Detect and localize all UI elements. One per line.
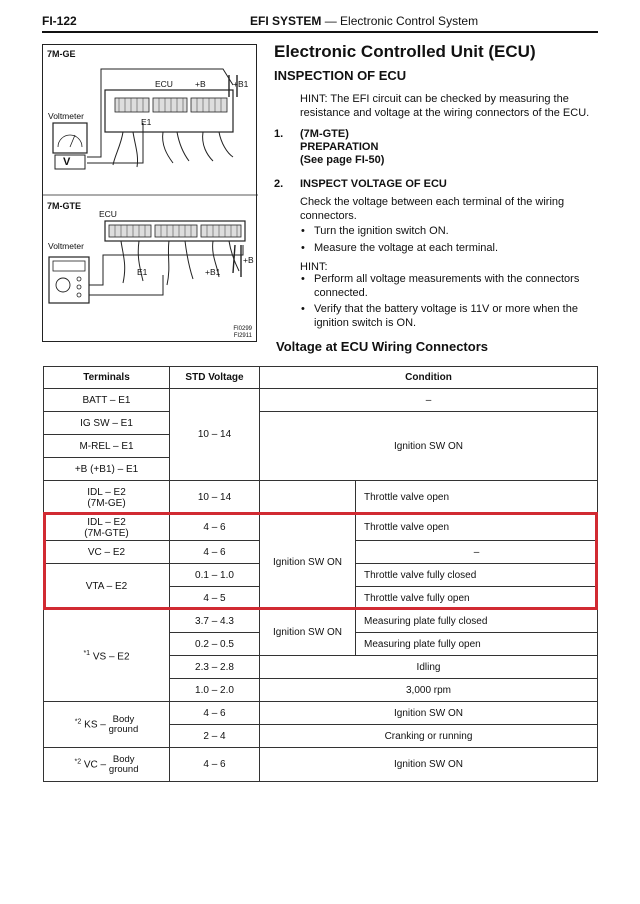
terminal-idl-7mge: IDL – E2 (7M-GE) [44, 481, 170, 515]
header-rule [42, 31, 598, 33]
step-1-number: 1. [274, 128, 284, 140]
condition-dash: – [260, 389, 598, 412]
condition-plate-open: Measuring plate fully open [356, 633, 598, 656]
terminal-vs: $^{*1}$ VS – E2 [44, 610, 170, 702]
terminal-ks: $^{*2}$ KS – Body ground [44, 702, 170, 748]
terminal-igsw: IG SW – E1 [44, 412, 170, 435]
terminal-vc: VC – E2 [44, 541, 170, 564]
terminal-mrel: M-REL – E1 [44, 435, 170, 458]
step-2-title: INSPECT VOLTAGE OF ECU [300, 178, 447, 190]
condition-empty [260, 481, 356, 515]
figure-b-label-bottom: +B [243, 255, 254, 265]
terminal-bplus: +B (+B1) – E1 [44, 458, 170, 481]
figure-b1-label-bottom: +B1 [205, 267, 221, 277]
voltage-10-14: 10 – 14 [170, 389, 260, 481]
header-std-voltage: STD Voltage [170, 367, 260, 389]
step-2-number: 2. [274, 178, 284, 190]
terminal-vc-body: $^{*2}$ VC – Body ground [44, 748, 170, 782]
table-row [44, 610, 598, 633]
terminal-vta: VTA – E2 [44, 564, 170, 610]
system-title: EFI SYSTEM — Electronic Control System [250, 14, 479, 28]
figure-ecu-label: ECU [155, 79, 173, 89]
figure-voltmeter-label: Voltmeter [48, 111, 84, 121]
table-title: Voltage at ECU Wiring Connectors [276, 339, 488, 354]
ecu-voltage-table [43, 366, 598, 782]
condition-ign-on: Ignition SW ON [260, 412, 598, 481]
header-terminals: Terminals [44, 367, 170, 389]
page-header [42, 14, 598, 34]
bullet-1: • Turn the ignition switch ON. [301, 225, 449, 237]
voltage-vs-3: 2.3 – 2.8 [170, 656, 260, 679]
step-2-text: Check the voltage between each terminal of the wiring connectors. [300, 196, 565, 222]
condition-plate-closed: Measuring plate fully closed [356, 610, 598, 633]
table-row [44, 481, 598, 515]
voltage-vc-body: 4 – 6 [170, 748, 260, 782]
section-title: INSPECTION OF ECU [274, 68, 407, 83]
voltage-idl-7mgte: 4 – 6 [170, 515, 260, 541]
hint-2-label: HINT: [300, 261, 328, 273]
table-row [44, 702, 598, 725]
figure-codes: FI0299 FI2911 [233, 326, 252, 339]
bullet-4: • Verify that the battery voltage is 11V or more when the ignition switch is ON. [301, 303, 578, 329]
table-row [44, 748, 598, 782]
step-1-block: (7M-GTE) PREPARATION (See page FI-50) [300, 128, 385, 166]
voltage-ks-2: 2 – 4 [170, 725, 260, 748]
voltage-vs-1: 3.7 – 4.3 [170, 610, 260, 633]
wiring-illustration [43, 45, 258, 343]
condition-throttle-closed: Throttle valve fully closed [356, 564, 598, 587]
figure-ecu-label-bottom: ECU [99, 209, 117, 219]
hint-paragraph: HINT: The EFI circuit can be checked by measuring the resistance and voltage at the wiring connectors of the ECU. [300, 93, 590, 119]
voltage-idl-7mge: 10 – 14 [170, 481, 260, 515]
condition-ks-ign-on: Ignition SW ON [260, 702, 598, 725]
voltage-vs-2: 0.2 – 0.5 [170, 633, 260, 656]
page-number: FI-122 [42, 14, 77, 28]
bullet-2: • Measure the voltage at each terminal. [301, 242, 499, 254]
terminal-batt: BATT – E1 [44, 389, 170, 412]
figure-b-label: +B [195, 79, 206, 89]
condition-throttle-open-2: Throttle valve open [356, 515, 598, 541]
table-row [44, 515, 598, 541]
condition-throttle-open: Throttle valve open [356, 481, 598, 515]
table-header-row [44, 367, 598, 389]
voltage-vta-1: 0.1 – 1.0 [170, 564, 260, 587]
condition-dash-2: – [356, 541, 598, 564]
condition-3000rpm: 3,000 rpm [260, 679, 598, 702]
condition-cranking: Cranking or running [260, 725, 598, 748]
header-condition: Condition [260, 367, 598, 389]
figure-label-7m-ge: 7M-GE [47, 49, 76, 59]
condition-throttle-fully-open: Throttle valve fully open [356, 587, 598, 610]
table-row [44, 389, 598, 412]
figure-label-7m-gte: 7M-GTE [47, 201, 82, 211]
page-title: Electronic Controlled Unit (ECU) [274, 42, 536, 61]
condition-idling: Idling [260, 656, 598, 679]
table-row [44, 412, 598, 435]
figure-e1-label-bottom: E1 [137, 267, 148, 277]
voltage-ks-1: 4 – 6 [170, 702, 260, 725]
figure-voltmeter-label-bottom: Voltmeter [48, 241, 84, 251]
condition-vc-body-ign-on: Ignition SW ON [260, 748, 598, 782]
condition-ign-on-vs: Ignition SW ON [260, 610, 356, 656]
figure-e1-label: E1 [141, 117, 152, 127]
figure-b1-label: +B1 [233, 79, 249, 89]
bullet-3: • Perform all voltage measurements with the connectors connected. [301, 273, 580, 299]
ecu-wiring-figure [42, 44, 257, 342]
voltage-vs-4: 1.0 – 2.0 [170, 679, 260, 702]
voltage-vc: 4 – 6 [170, 541, 260, 564]
figure-v-symbol: V [63, 156, 71, 168]
terminal-idl-7mgte: IDL – E2 (7M-GTE) [44, 515, 170, 541]
condition-ign-on-group: Ignition SW ON [260, 515, 356, 610]
voltage-vta-2: 4 – 5 [170, 587, 260, 610]
